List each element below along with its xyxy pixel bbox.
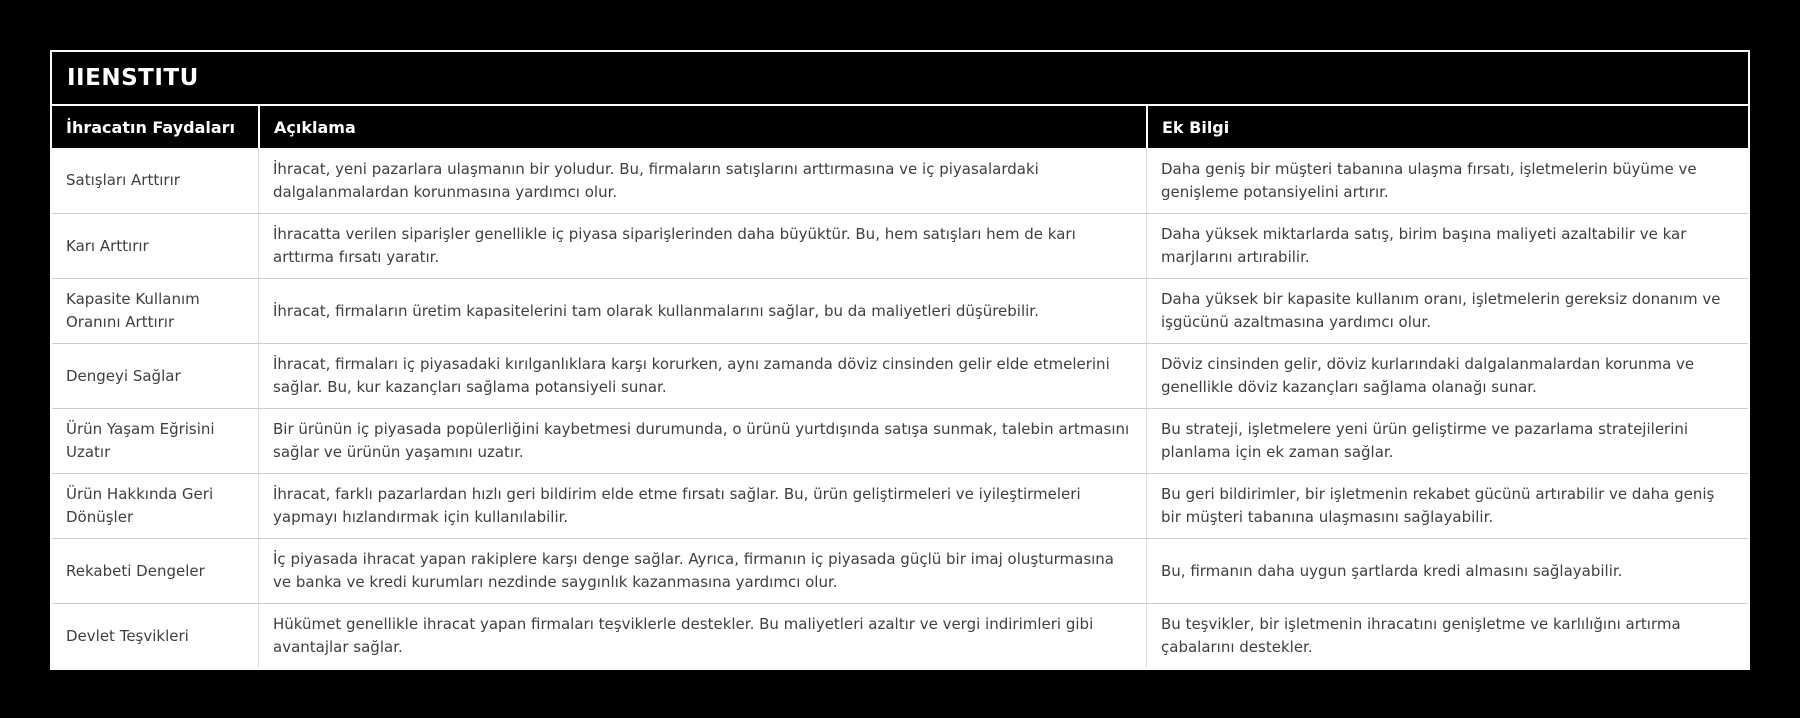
brand-bar xyxy=(52,52,1748,104)
description-cell: İhracat, firmaların üretim kapasitelerini tam olarak kullanmalarını sağlar, bu da maliyetleri düşürebilir. xyxy=(258,278,1146,343)
benefits-table xyxy=(52,106,1748,668)
description-cell: Hükümet genellikle ihracat yapan firmaları teşviklerle destekler. Bu maliyetleri azaltır ve vergi indirimleri gibi avantajlar sağlar. xyxy=(258,603,1146,668)
extra-cell: Daha geniş bir müşteri tabanına ulaşma fırsatı, işletmelerin büyüme ve genişleme potansiyelini artırır. xyxy=(1146,148,1748,213)
table-row xyxy=(52,473,1748,538)
extra-cell: Bu teşvikler, bir işletmenin ihracatını genişletme ve karlılığını artırma çabalarını destekler. xyxy=(1146,603,1748,668)
benefit-cell: Ürün Hakkında Geri Dönüşler xyxy=(52,473,258,538)
extra-cell: Döviz cinsinden gelir, döviz kurlarındaki dalgalanmalardan korunma ve genellikle döviz kazançları sağlama olanağı sunar. xyxy=(1146,343,1748,408)
description-cell: İç piyasada ihracat yapan rakiplere karşı denge sağlar. Ayrıca, firmanın iç piyasada güçlü bir imaj oluşturmasına ve banka ve kredi kurumları nezdinde saygınlık kazanmasına yardımcı olur. xyxy=(258,538,1146,603)
extra-cell: Bu, firmanın daha uygun şartlarda kredi almasını sağlayabilir. xyxy=(1146,538,1748,603)
description-cell: İhracat, farklı pazarlardan hızlı geri bildirim elde etme fırsatı sağlar. Bu, ürün geliştirmeleri ve iyileştirmeleri yapmayı hızlandırmak için kullanılabilir. xyxy=(258,473,1146,538)
extra-cell: Bu geri bildirimler, bir işletmenin rekabet gücünü artırabilir ve daha geniş bir müşteri tabanına ulaşmasını sağlayabilir. xyxy=(1146,473,1748,538)
extra-cell: Bu strateji, işletmelere yeni ürün geliştirme ve pazarlama stratejilerini planlama için ek zaman sağlar. xyxy=(1146,408,1748,473)
column-header-benefit: İhracatın Faydaları xyxy=(52,106,258,148)
column-header-extra: Ek Bilgi xyxy=(1146,106,1748,148)
benefit-cell: Ürün Yaşam Eğrisini Uzatır xyxy=(52,408,258,473)
table-row xyxy=(52,343,1748,408)
extra-cell: Daha yüksek miktarlarda satış, birim başına maliyeti azaltabilir ve kar marjlarını artırabilir. xyxy=(1146,213,1748,278)
table-header-row xyxy=(52,106,1748,148)
extra-cell: Daha yüksek bir kapasite kullanım oranı, işletmelerin gereksiz donanım ve işgücünü azaltmasına yardımcı olur. xyxy=(1146,278,1748,343)
benefit-cell: Devlet Teşvikleri xyxy=(52,603,258,668)
table-row xyxy=(52,408,1748,473)
description-cell: İhracat, firmaları iç piyasadaki kırılganlıklara karşı korurken, aynı zamanda döviz cinsinden gelir elde etmelerini sağlar. Bu, kur kazançları sağlama potansiyeli sunar. xyxy=(258,343,1146,408)
table-row xyxy=(52,603,1748,668)
table-row xyxy=(52,538,1748,603)
description-cell: İhracatta verilen siparişler genellikle iç piyasa siparişlerinden daha büyüktür. Bu, hem satışları hem de karı arttırma fırsatı yaratır. xyxy=(258,213,1146,278)
benefit-cell: Satışları Arttırır xyxy=(52,148,258,213)
benefit-cell: Karı Arttırır xyxy=(52,213,258,278)
benefit-cell: Rekabeti Dengeler xyxy=(52,538,258,603)
brand-title: IIENSTITU xyxy=(67,65,199,91)
column-header-description: Açıklama xyxy=(258,106,1146,148)
benefit-cell: Dengeyi Sağlar xyxy=(52,343,258,408)
table-row xyxy=(52,278,1748,343)
table-row xyxy=(52,148,1748,213)
table-row xyxy=(52,213,1748,278)
description-cell: Bir ürünün iç piyasada popülerliğini kaybetmesi durumunda, o ürünü yurtdışında satışa sunmak, talebin artmasını sağlar ve ürünün yaşamını uzatır. xyxy=(258,408,1146,473)
description-cell: İhracat, yeni pazarlara ulaşmanın bir yoludur. Bu, firmaların satışlarını arttırmasına ve iç piyasalardaki dalgalanmalardan korunmasına yardımcı olur. xyxy=(258,148,1146,213)
benefit-cell: Kapasite Kullanım Oranını Arttırır xyxy=(52,278,258,343)
table-card xyxy=(50,50,1750,670)
